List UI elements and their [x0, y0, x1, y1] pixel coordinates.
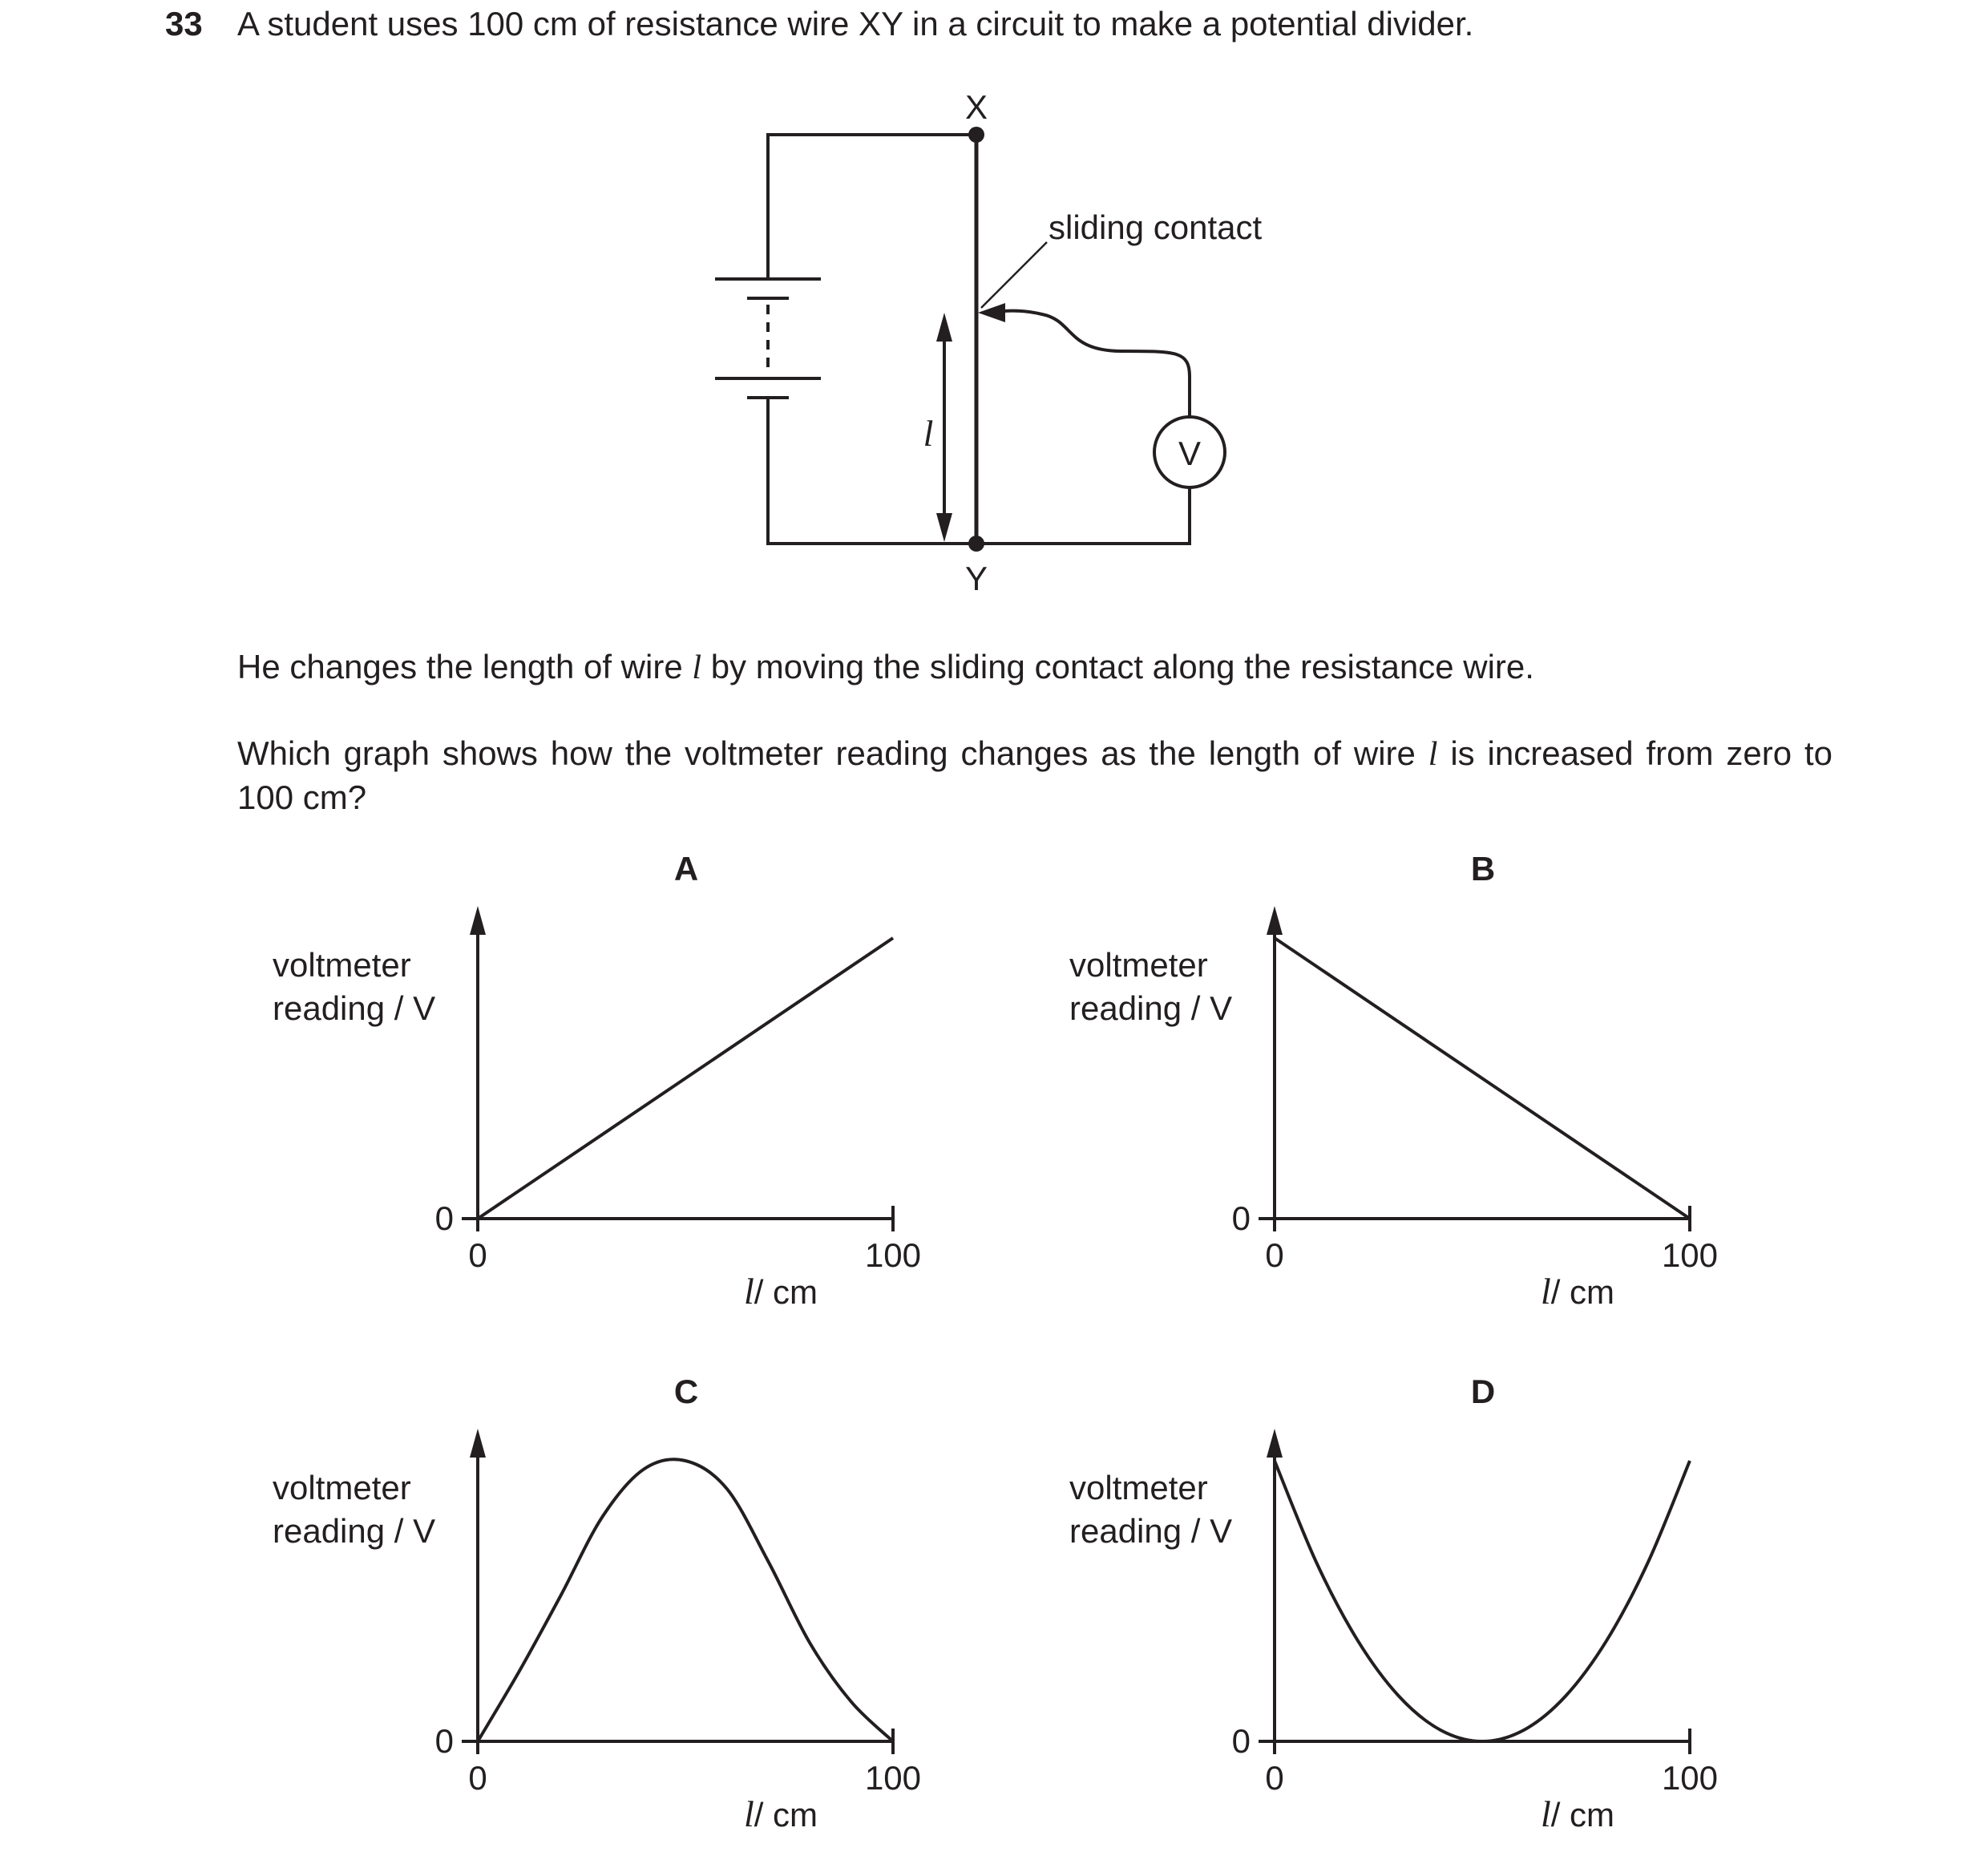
circuit-diagram [715, 135, 1225, 544]
y-axis-label-line1: voltmeter [273, 946, 411, 984]
x-axis-label [1541, 1271, 1614, 1312]
option-letter: A [673, 850, 699, 888]
y-zero-label: 0 [434, 1199, 454, 1237]
y-axis-label-line2: reading / V [273, 989, 436, 1027]
x-axis-unit: / cm [754, 1796, 818, 1834]
y-axis-arrowhead [470, 906, 486, 935]
y-zero-label: 0 [1231, 1199, 1251, 1237]
node-y-dot [968, 536, 984, 552]
length-arrow-up-head [936, 313, 952, 342]
y-axis-arrowhead [1267, 906, 1283, 935]
y-axis-arrowhead [470, 1429, 486, 1458]
length-arrow-down-head [936, 513, 952, 542]
node-x-dot [968, 127, 984, 143]
y-zero-label: 0 [1231, 1722, 1251, 1760]
x-zero-label: 0 [468, 1759, 487, 1797]
para1-text-end: by moving the sliding contact along the resistance wire. [701, 648, 1534, 685]
x-max-label: 100 [864, 1236, 922, 1274]
x-axis-variable: l [743, 1793, 754, 1834]
label-x: X [964, 88, 988, 126]
x-axis-variable: l [743, 1271, 754, 1312]
battery-icon [715, 279, 821, 398]
voltmeter-symbol: V [1178, 435, 1202, 472]
y-axis-label-line1: voltmeter [273, 1469, 411, 1506]
y-axis-label-line2: reading / V [273, 1512, 436, 1550]
x-axis-label [1541, 1793, 1614, 1834]
x-axis-unit: / cm [754, 1273, 818, 1311]
sliding-contact-lead [988, 311, 1190, 417]
y-axis-label-line1: voltmeter [1069, 946, 1208, 984]
answer-graphs [273, 850, 1718, 1834]
x-max-label: 100 [864, 1759, 922, 1797]
question-stem: A student uses 100 cm of resistance wire XY in a circuit to make a potential divider. [237, 5, 1474, 42]
y-axis-label-line2: reading / V [1069, 1512, 1233, 1550]
label-y: Y [964, 560, 988, 597]
graph-a [273, 850, 921, 1312]
x-zero-label: 0 [468, 1236, 487, 1274]
x-max-label: 100 [1661, 1236, 1719, 1274]
x-axis-label [744, 1271, 818, 1312]
graph-d [1069, 1373, 1718, 1834]
y-axis-label-line2: reading / V [1069, 989, 1233, 1027]
data-line [478, 1459, 893, 1741]
para2-text-end: is increased from zero to 100 cm? [237, 734, 1832, 816]
y-axis-arrowhead [1267, 1429, 1283, 1458]
y-zero-label: 0 [434, 1722, 454, 1760]
option-letter: C [673, 1373, 699, 1410]
x-axis-variable: l [1540, 1271, 1551, 1312]
data-line [1275, 938, 1690, 1219]
data-line [478, 938, 893, 1219]
x-zero-label: 0 [1265, 1236, 1284, 1274]
graph-b [1069, 850, 1718, 1312]
label-sliding-contact: sliding contact [1049, 208, 1263, 246]
data-line [1275, 1461, 1690, 1741]
x-axis-label [744, 1793, 818, 1834]
voltmeter-bottom-wire [976, 487, 1190, 544]
x-axis-unit: / cm [1550, 1796, 1615, 1834]
label-length: l [923, 413, 934, 454]
option-letter: D [1470, 1373, 1496, 1410]
para1-variable: l [692, 649, 702, 686]
question-number: 33 [165, 5, 203, 42]
sliding-contact-pointer [981, 242, 1047, 308]
top-wire [768, 135, 976, 279]
x-max-label: 100 [1661, 1759, 1719, 1797]
x-axis-variable: l [1540, 1793, 1551, 1834]
y-axis-label-line1: voltmeter [1069, 1469, 1208, 1506]
para2-text-start: Which graph shows how the voltmeter reading changes as the length of wire [237, 734, 1428, 772]
para2-variable: l [1428, 736, 1438, 773]
x-axis-unit: / cm [1550, 1273, 1615, 1311]
x-zero-label: 0 [1265, 1759, 1284, 1797]
option-letter: B [1470, 850, 1496, 888]
graph-c [273, 1373, 921, 1834]
circuit-solids [936, 127, 1005, 552]
para1-text-start: He changes the length of wire [237, 648, 693, 685]
